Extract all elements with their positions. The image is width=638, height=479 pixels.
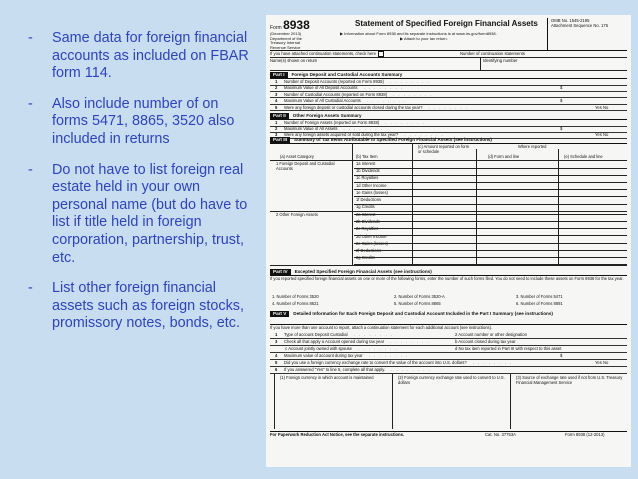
line-text: Did you use a foreign currency exchange rate to convert the value of the account into U.S. dollars? [284, 360, 467, 365]
table-header: (b) Tax Item [356, 154, 378, 159]
part-tag: Part III [270, 137, 290, 143]
bullet-text: Same data for foreign financial accounts as included on FBAR form 114. [52, 30, 249, 82]
part-title: Other Foreign Assets Summary [292, 113, 362, 118]
bullet-item [28, 96, 253, 149]
leader-dots: . . . . . . . . [363, 85, 404, 91]
table-col-rule [352, 143, 353, 265]
line-number: 5 [275, 360, 278, 365]
form-date: (December 2013) [270, 31, 302, 36]
table-col-rule [274, 374, 275, 429]
leader-dots: . . . . . . . . [385, 120, 426, 125]
bullet-text: Also include number of on forms 5471, 8865, 3520 also included in returns [52, 95, 235, 147]
part-5-intro: If you have more than one account to report, attach a continuation statement for each additional account (see instructions). [270, 325, 493, 330]
part-1-line [270, 105, 627, 112]
form-label: Form [270, 25, 282, 31]
part-5-line [270, 332, 627, 339]
bullet-list [28, 30, 253, 346]
line-number: 1 [275, 79, 278, 84]
line-number: 2 [275, 85, 278, 91]
table-row-rule [354, 264, 627, 265]
tax-item: 1d Other Income [356, 182, 387, 188]
bullet-text: Do not have to list foreign real estate held in your own personal name (but do have to list if title held in foreign corporation, partnership, trust, etc. [52, 161, 248, 266]
line-number: 4 [275, 353, 278, 358]
excepted-form-count: 6. Number of Forms 8891 [516, 301, 563, 306]
tax-item: 1a Interest [356, 161, 376, 166]
line-number: 2 [275, 126, 278, 132]
table-header: Where reported [518, 144, 547, 149]
line-text: Number of Deposit Accounts (reported on Form 8938) [284, 79, 384, 84]
line-text: c Account jointly owned with spouse [284, 346, 352, 351]
slide-text-panel [0, 0, 258, 479]
line-text: Number of Foreign Assets (reported on Form 8938) [284, 120, 380, 125]
line-number: 3 [275, 132, 278, 138]
form-info-line: ▶ Information about Form 8938 and its separate instructions is at www.irs.gov/form8938. [340, 31, 497, 36]
part-5-header [270, 311, 627, 325]
exchange-rate-column: (3) Source of exchange rate used if not from U.S. Treasury Financial Management Service [516, 375, 623, 386]
name-label: Name(s) shown on return [270, 58, 318, 63]
part-tag: Part IV [270, 269, 291, 275]
part-tag: Part II [270, 113, 289, 119]
yes-no-checkboxes: Yes No [595, 360, 609, 365]
id-label: Identifying number [480, 58, 517, 70]
leader-dots: . . . . . . . . [389, 79, 430, 84]
table-rule [270, 160, 627, 161]
excepted-form-count: 2. Number of Forms 3520-A [394, 294, 445, 299]
excepted-form-count: 1. Number of Forms 3520 [272, 294, 319, 299]
table-row-rule [354, 168, 627, 169]
form-footer [270, 431, 627, 437]
continuation-count-label: Number of continuation statements [460, 51, 525, 56]
bullet-item [28, 280, 253, 333]
line-number: 1 [275, 332, 278, 337]
asset-category: 2 Other Foreign Assets [276, 212, 318, 217]
table-row-rule [354, 214, 627, 215]
line-extra: 2 Account number or other designation [455, 332, 527, 337]
leader-dots: . . . . . . . . [366, 98, 407, 104]
table-row-rule [354, 204, 627, 205]
line-text: Maximum Value of All Assets [284, 126, 338, 132]
table-col-rule [392, 374, 393, 429]
continuation-label: If you have attached continuation statements, check here [270, 51, 376, 57]
table-header: (d) Form and line [488, 154, 520, 159]
table-row-rule [354, 182, 627, 183]
line-number: 6 [275, 367, 278, 372]
tax-item: 2e Gains (losses) [356, 240, 388, 246]
leader-dots: . . . . . . . . [393, 91, 434, 97]
tax-item: 1e Gains (losses) [356, 189, 388, 195]
tax-item: 1c Royalties [356, 175, 379, 181]
form-header [270, 18, 627, 51]
exchange-rate-column: (2) Foreign currency exchange rate used to convert to U.S. dollars [398, 375, 505, 386]
line-text: Check all that apply a Account opened during tax year [284, 339, 385, 344]
asset-category: 1 Foreign Deposit and Custodial Accounts [276, 161, 335, 172]
excepted-form-count: 4. Number of Forms 8621 [272, 301, 319, 306]
tax-item: 2a Interest [356, 212, 376, 217]
bullet-marker: - [28, 161, 33, 178]
part-title: Summary of Tax Items Attributable to Specified Foreign Financial Assets (see instructions) [294, 137, 492, 142]
excepted-form-count: 5. Number of Forms 8865 [394, 301, 441, 306]
part-4-intro: If you reported specified foreign financial assets on one or more of the following forms, enter the number of such forms filed. You do not need to include these assets on Form 8938 for the tax year. [270, 276, 624, 281]
table-rule [270, 265, 627, 266]
part-5-line [270, 346, 627, 353]
leader-dots: . . . . . . . . [353, 332, 394, 337]
tax-item: 1g Credits [356, 204, 375, 210]
part-1-header [270, 72, 627, 79]
table-header: (e) Schedule and line [564, 154, 603, 159]
line-number: 5 [275, 104, 278, 110]
bullet-marker: - [28, 30, 33, 46]
part-tag: Part I [270, 72, 288, 78]
form-number [270, 18, 310, 32]
table-col-rule [510, 374, 511, 429]
leader-dots: . . . . . . . . [404, 132, 445, 138]
bullet-item [28, 30, 253, 83]
tax-item: 2g Credits [356, 255, 375, 261]
line-number: 3 [275, 339, 278, 344]
line-text: Maximum value of account during tax year [284, 353, 363, 358]
dollar-sign: $ [560, 98, 563, 104]
part-3-header [270, 137, 627, 144]
leader-dots: . . . . . . . . [368, 353, 409, 358]
part-title: Foreign Deposit and Custodial Accounts Summary [291, 72, 403, 77]
checkbox-icon [378, 51, 384, 57]
bullet-item [28, 162, 253, 268]
attachment-seq: Attachment Sequence No. 175 [551, 23, 609, 28]
yes-no-checkboxes: Yes No [595, 104, 609, 110]
line-text: Maximum Value of All Deposit Accounts [284, 85, 358, 91]
part-title: Excepted Specified Foreign Financial Assets (see instructions) [294, 269, 432, 274]
dollar-sign: $ [560, 126, 563, 132]
form-info [340, 31, 550, 41]
footer-form: Form 8938 (12-2013) [565, 432, 605, 437]
line-number: 3 [275, 91, 278, 97]
table-row-rule [354, 235, 627, 236]
table-header: (c) Amount reported on form or schedule [418, 144, 470, 155]
form-dept: Department of the Treasury Internal Revenue Service [270, 35, 303, 50]
line-text: Were any foreign deposit or custodial accounts closed during the tax year? [284, 104, 423, 110]
tax-item: 2d Other Income [356, 233, 387, 239]
excepted-form-count: 3. Number of Forms 5471 [516, 294, 563, 299]
table-row-rule [354, 250, 627, 251]
leader-dots: . . . . . . . . [343, 126, 384, 132]
name-row [270, 58, 627, 71]
dollar-sign: $ [560, 353, 563, 358]
table-row-rule [354, 189, 627, 190]
form-info-line: ▶ Attach to your tax return. [400, 36, 448, 41]
table-rule [270, 211, 627, 212]
dollar-sign: $ [560, 85, 563, 91]
tax-item: 2c Royalties [356, 226, 379, 232]
line-text: Were any foreign assets acquired or sold during the tax year? [284, 132, 399, 138]
leader-dots: . . . . . . . . [357, 346, 398, 351]
part-5-line [270, 339, 627, 346]
exchange-rate-column: (1) Foreign currency in which account is maintained [280, 375, 374, 380]
part-title: Detailed Information for Each Foreign Deposit and Custodial Account Included in the Part I Summary (see instructions) [293, 311, 553, 316]
continuation-row [270, 51, 627, 58]
table-row-rule [354, 175, 627, 176]
form-date-dept [270, 32, 314, 50]
part-5-line [270, 353, 627, 360]
omb-number: OMB No. 1545-2195 [551, 18, 590, 23]
yes-no-checkboxes: Yes No [595, 132, 609, 138]
line-text: Type of account Deposit Custodial [284, 332, 348, 337]
leader-dots: . . . . . . . . [428, 104, 469, 110]
bullet-text: List other foreign financial assets such as foreign stocks, promissory notes, bonds, etc. [52, 280, 244, 332]
line-extra: d No tax item reported in Part III with respect to this asset [455, 346, 562, 351]
table-row-rule [354, 196, 627, 197]
form-8938-image [266, 15, 631, 467]
line-extra: b Account closed during tax year [455, 339, 516, 344]
tax-item: 1b Dividends [356, 168, 380, 174]
part-5-line [270, 367, 627, 374]
leader-dots: . . . . . . . . [390, 339, 431, 344]
bullet-marker: - [28, 95, 33, 112]
leader-dots: . . . . . . . . [391, 367, 432, 372]
part-tag: Part V [270, 311, 289, 317]
tax-item: 2f Deductions [356, 248, 382, 253]
footer-cat: Cat. No. 37753A [485, 432, 516, 437]
table-header: (a) Asset Category [280, 154, 314, 159]
form-number-value: 8938 [283, 18, 310, 32]
line-text: Maximum Value of All Custodial Accounts [284, 98, 361, 104]
line-number: 4 [275, 98, 278, 104]
form-title: Statement of Specified Foreign Financial Assets [355, 19, 538, 28]
table-col-rule [412, 143, 413, 265]
table-col-rule [558, 149, 559, 265]
tax-item: 1f Deductions [356, 197, 382, 202]
line-number: 1 [275, 120, 278, 125]
table-col-rule [476, 149, 477, 265]
bullet-marker: - [28, 280, 33, 297]
part-2-header [270, 113, 627, 120]
tax-item: 2b Dividends [356, 219, 380, 225]
footer-notice: For Paperwork Reduction Act Notice, see the separate instructions. [270, 432, 405, 437]
line-text: If you answered "Yes" to line 5, complete all that apply. [284, 367, 386, 372]
leader-dots: . . . . . . . . [472, 360, 513, 365]
line-text: Number of Custodial Accounts (reported on Form 8938) [284, 91, 388, 97]
form-omb [547, 18, 631, 50]
part-4-header [270, 269, 627, 276]
part-5-line [270, 360, 627, 367]
